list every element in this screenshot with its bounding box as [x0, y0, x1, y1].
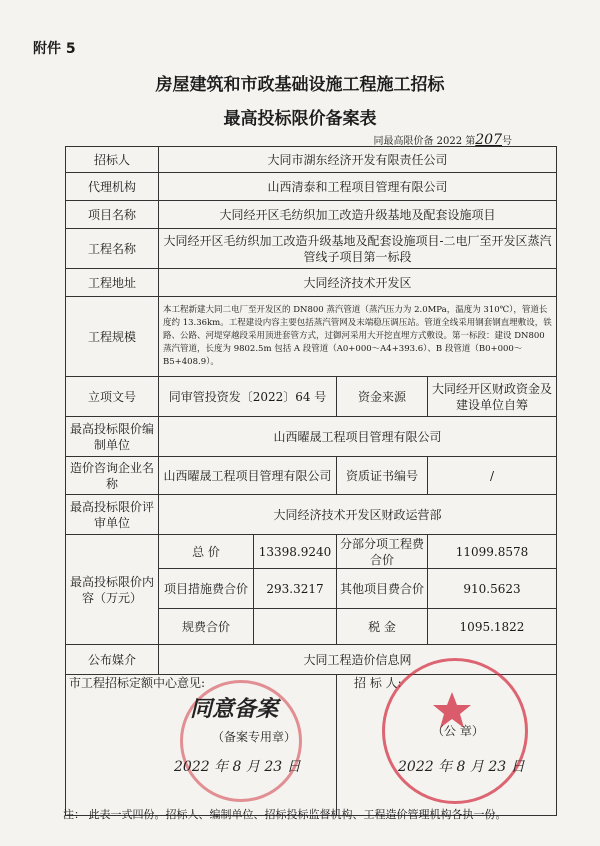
- attachment-label: 附件 5: [33, 41, 76, 57]
- tenderer-value: 大同市湖东经济开发有限责任公司: [159, 147, 557, 173]
- scale-label: 工程规模: [66, 297, 159, 377]
- cert-value: /: [428, 457, 557, 495]
- date-right: 2022 年 8 月 23 日: [398, 759, 525, 775]
- work-label: 工程名称: [66, 229, 159, 269]
- fee-value: [254, 609, 337, 645]
- fund-label: 资金来源: [337, 377, 428, 417]
- other-label: 其他项目费合价: [337, 569, 428, 609]
- row-project: [66, 201, 557, 229]
- row-review: [66, 495, 557, 535]
- tax-value: 1095.1822: [428, 609, 557, 645]
- project-label: 项目名称: [66, 201, 159, 229]
- seal-note: （备案专用章）: [212, 730, 297, 744]
- record-prefix: 同最高限价备 2022 第: [373, 136, 476, 147]
- media-label: 公布媒介: [66, 645, 159, 675]
- other-value: 910.5623: [428, 569, 557, 609]
- row-agency: [66, 173, 557, 201]
- page-title-line1: 房屋建筑和市政基础设施工程施工招标: [155, 75, 445, 95]
- record-suffix: 号: [502, 136, 512, 147]
- scale-value: 本工程新建大同二电厂至开发区的 DN800 蒸汽管道（蒸汽压力为 2.0MPa，温度为 310℃），管道长度约 13.36km。工程建设内容主要包括蒸汽管网及末端稳压调压站。管道全线采用钢套钢直埋敷设，铁路、公路、河堤穿越段采用顶进套管方式，过御河采用大开挖直埋方式敷设。第一标段：建设 DN800 蒸汽管道，长度为 9802.5m 包括 A 段管道（A0+000～A4+393.6）、B 段管道（B0+000～B5+408.9）。: [159, 297, 557, 377]
- compiler-label: 最高投标限价编制单位: [66, 417, 159, 457]
- cert-label: 资质证书编号: [337, 457, 428, 495]
- project-value: 大同经开区毛纺织加工改造升级基地及配套设施项目: [159, 201, 557, 229]
- date-left: 2022 年 8 月 23 日: [174, 759, 301, 775]
- agency-label: 代理机构: [66, 173, 159, 201]
- measure-label: 项目措施费合价: [159, 569, 254, 609]
- sub-value: 11099.8578: [428, 535, 557, 569]
- row-tenderer: [66, 147, 557, 173]
- center-opinion-label: 市工程招标定额中心意见:: [69, 676, 206, 690]
- page-title-line2: 最高投标限价备案表: [223, 109, 377, 129]
- total-label: 总 价: [159, 535, 254, 569]
- approval-label: 立项文号: [66, 377, 159, 417]
- tenderer-sign-label: 招 标 人:: [354, 676, 402, 690]
- review-label: 最高投标限价评审单位: [66, 495, 159, 535]
- work-value: 大同经开区毛纺织加工改造升级基地及配套设施项目-二电厂至开发区蒸汽管线子项目第一标段: [159, 229, 557, 269]
- compiler-value: 山西曜晟工程项目管理有限公司: [159, 417, 557, 457]
- consult-label: 造价咨询企业名称: [66, 457, 159, 495]
- row-approval: [66, 377, 557, 417]
- address-value: 大同经济技术开发区: [159, 269, 557, 297]
- measure-value: 293.3217: [254, 569, 337, 609]
- fee-label: 规费合价: [159, 609, 254, 645]
- review-value: 大同经济技术开发区财政运营部: [159, 495, 557, 535]
- tax-label: 税 金: [337, 609, 428, 645]
- row-scale: [66, 297, 557, 377]
- seal-right-note: （公 章）: [432, 724, 484, 738]
- price-label: 最高投标限价内容（万元）: [66, 535, 159, 645]
- footnote: 注： 此表一式四份。招标人、编制单位、招标投标监督机构、工程造价管理机构各执一份。: [63, 808, 507, 821]
- sub-label: 分部分项工程费合价: [337, 535, 428, 569]
- record-number-handwritten: 207: [475, 132, 502, 148]
- approval-value: 同审管投资发〔2022〕64 号: [159, 377, 337, 417]
- consult-value: 山西曜晟工程项目管理有限公司: [159, 457, 337, 495]
- total-value: 13398.9240: [254, 535, 337, 569]
- fund-value: 大同经开区财政资金及建设单位自筹: [428, 377, 557, 417]
- agency-value: 山西清泰和工程项目管理有限公司: [159, 173, 557, 201]
- media-value: 大同工程造价信息网: [159, 645, 557, 675]
- row-work: [66, 229, 557, 269]
- row-compiler: [66, 417, 557, 457]
- row-total: [66, 535, 557, 569]
- tenderer-label: 招标人: [66, 147, 159, 173]
- address-label: 工程地址: [66, 269, 159, 297]
- row-consult: [66, 457, 557, 495]
- row-address: [66, 269, 557, 297]
- approve-handwriting: 同意备案: [190, 696, 279, 722]
